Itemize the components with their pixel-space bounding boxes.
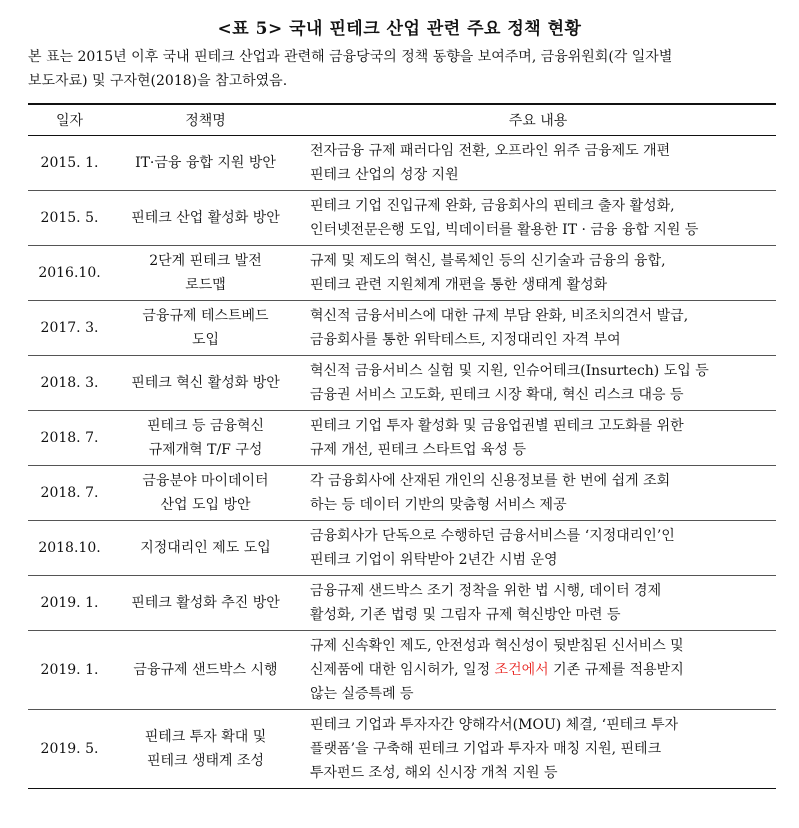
row-policy-name: [111, 521, 300, 576]
table-row: [28, 466, 776, 521]
header-main-content: 주요 내용: [300, 104, 776, 136]
policy-name-line: 핀테크 등 금융혁신: [146, 418, 265, 434]
content-line: 혁신적 금융서비스 실험 및 지원, 인슈어테크(Insurtech) 도입 등: [310, 363, 709, 379]
intro-line: 보도자료) 및 구자현(2018)을 참고하였음.: [28, 73, 288, 89]
content-line: 핀테크 기업과 투자자간 양해각서(MOU) 체결, ‘핀테크 투자: [310, 717, 679, 733]
table-row: [28, 191, 776, 246]
policy-name-line: IT·금융 융합 지원 방안: [135, 155, 276, 171]
row-date: 2018. 7.: [28, 466, 111, 521]
row-policy-name: [111, 466, 300, 521]
intro-paragraph: [28, 45, 776, 93]
content-line: 규제 개선, 핀테크 스타트업 육성 등: [310, 442, 527, 458]
row-date: 2019. 1.: [28, 576, 111, 631]
content-line: 규제 신속확인 제도, 안전성과 혁신성이 뒷받침된 신서비스 및: [310, 638, 684, 654]
row-date: 2018. 7.: [28, 411, 111, 466]
content-line: [310, 658, 772, 682]
row-policy-name: [111, 191, 300, 246]
table-row: [28, 521, 776, 576]
policy-name-line: 로드맵: [185, 277, 226, 293]
intro-line: 본 표는 2015년 이후 국내 핀테크 산업과 관련해 금융당국의 정책 동향을 보여주며, 금융위원회(각 일자별: [28, 49, 673, 65]
row-date: 2019. 1.: [28, 631, 111, 710]
row-main-content: [300, 710, 776, 789]
row-main-content: [300, 631, 776, 710]
table-row: [28, 710, 776, 789]
row-policy-name: [111, 411, 300, 466]
content-line: 플랫폼’을 구축해 핀테크 기업과 투자자 매칭 지원, 핀테크: [310, 741, 662, 757]
policy-name-line: 2단계 핀테크 발전: [149, 253, 262, 269]
content-fragment: 신제품에 대한 임시허가, 일정: [310, 662, 495, 678]
header-policy-name: 정책명: [111, 104, 300, 136]
content-line: 전자금융 규제 패러다임 전환, 오프라인 위주 금융제도 개편: [310, 143, 671, 159]
row-date: 2015. 5.: [28, 191, 111, 246]
row-date: 2016.10.: [28, 246, 111, 301]
row-main-content: [300, 576, 776, 631]
highlighted-text: 조건에서: [494, 662, 549, 678]
row-main-content: [300, 246, 776, 301]
content-line: 핀테크 산업의 성장 지원: [310, 167, 459, 183]
row-main-content: [300, 521, 776, 576]
row-main-content: [300, 466, 776, 521]
row-date: 2017. 3.: [28, 301, 111, 356]
table-row: [28, 631, 776, 710]
policy-name-line: 금융분야 마이데이터: [142, 473, 269, 489]
content-line: 핀테크 기업이 위탁받아 2년간 시범 운영: [310, 552, 558, 568]
row-date: 2019. 5.: [28, 710, 111, 789]
row-policy-name: [111, 246, 300, 301]
policy-name-line: 지정대리인 제도 도입: [140, 540, 271, 556]
row-date: 2015. 1.: [28, 136, 111, 191]
content-line: 금융회사가 단독으로 수행하던 금융서비스를 ‘지정대리인’인: [310, 528, 675, 544]
content-line: 금융회사를 통한 위탁테스트, 지정대리인 자격 부여: [310, 332, 621, 348]
row-date: 2018. 3.: [28, 356, 111, 411]
policy-name-line: 산업 도입 방안: [160, 497, 251, 513]
policy-name-line: 핀테크 산업 활성화 방안: [131, 210, 280, 226]
row-main-content: [300, 136, 776, 191]
row-main-content: [300, 301, 776, 356]
content-line: 인터넷전문은행 도입, 빅데이터를 활용한 IT · 금융 융합 지원 등: [310, 222, 699, 238]
content-line: 활성화, 기존 법령 및 그림자 규제 혁신방안 마련 등: [310, 607, 621, 623]
content-line: 핀테크 기업 진입규제 완화, 금융회사의 핀테크 출자 활성화,: [310, 198, 675, 214]
table-row: [28, 301, 776, 356]
row-main-content: [300, 411, 776, 466]
policy-name-line: 금융규제 테스트베드: [142, 308, 269, 324]
policy-name-line: 금융규제 샌드박스 시행: [133, 662, 278, 678]
row-policy-name: [111, 576, 300, 631]
content-line: 각 금융회사에 산재된 개인의 신용정보를 한 번에 쉽게 조회: [310, 473, 671, 489]
table-row: [28, 246, 776, 301]
row-policy-name: [111, 631, 300, 710]
table-title: <표 5> 국내 핀테크 산업 관련 주요 정책 현황: [217, 19, 582, 39]
row-policy-name: [111, 136, 300, 191]
row-main-content: [300, 191, 776, 246]
content-line: 핀테크 관련 지원체계 개편을 통한 생태계 활성화: [310, 277, 608, 293]
policy-name-line: 핀테크 투자 확대 및: [144, 729, 267, 745]
content-line: 금융규제 샌드박스 조기 정착을 위한 법 시행, 데이터 경제: [310, 583, 662, 599]
policy-name-line: 규제개혁 T/F 구성: [148, 442, 263, 458]
policy-table: [28, 103, 776, 789]
table-row: [28, 136, 776, 191]
table-header-row: [28, 104, 776, 136]
policy-name-line: 핀테크 혁신 활성화 방안: [131, 375, 280, 391]
table-row: [28, 356, 776, 411]
content-line: 하는 등 데이터 기반의 맞춤형 서비스 제공: [310, 497, 567, 513]
policy-name-line: 핀테크 생태계 조성: [146, 753, 265, 769]
row-date: 2018.10.: [28, 521, 111, 576]
content-line: 않는 실증특례 등: [310, 686, 414, 702]
content-line: 규제 및 제도의 혁신, 블록체인 등의 신기술과 금융의 융합,: [310, 253, 666, 269]
row-policy-name: [111, 356, 300, 411]
row-policy-name: [111, 710, 300, 789]
content-line: 투자펀드 조성, 해외 신시장 개척 지원 등: [310, 765, 558, 781]
table-row: [28, 411, 776, 466]
content-line: 혁신적 금융서비스에 대한 규제 부담 완화, 비조치의견서 발급,: [310, 308, 689, 324]
header-date: 일자: [28, 104, 111, 136]
content-line: 핀테크 기업 투자 활성화 및 금융업권별 핀테크 고도화를 위한: [310, 418, 684, 434]
table-row: [28, 576, 776, 631]
content-fragment: 기존 규제를 적용받지: [548, 662, 684, 678]
policy-name-line: 핀테크 활성화 추진 방안: [131, 595, 280, 611]
row-main-content: [300, 356, 776, 411]
policy-name-line: 도입: [191, 332, 220, 348]
content-line: 금융권 서비스 고도화, 핀테크 시장 확대, 혁신 리스크 대응 등: [310, 387, 684, 403]
row-policy-name: [111, 301, 300, 356]
